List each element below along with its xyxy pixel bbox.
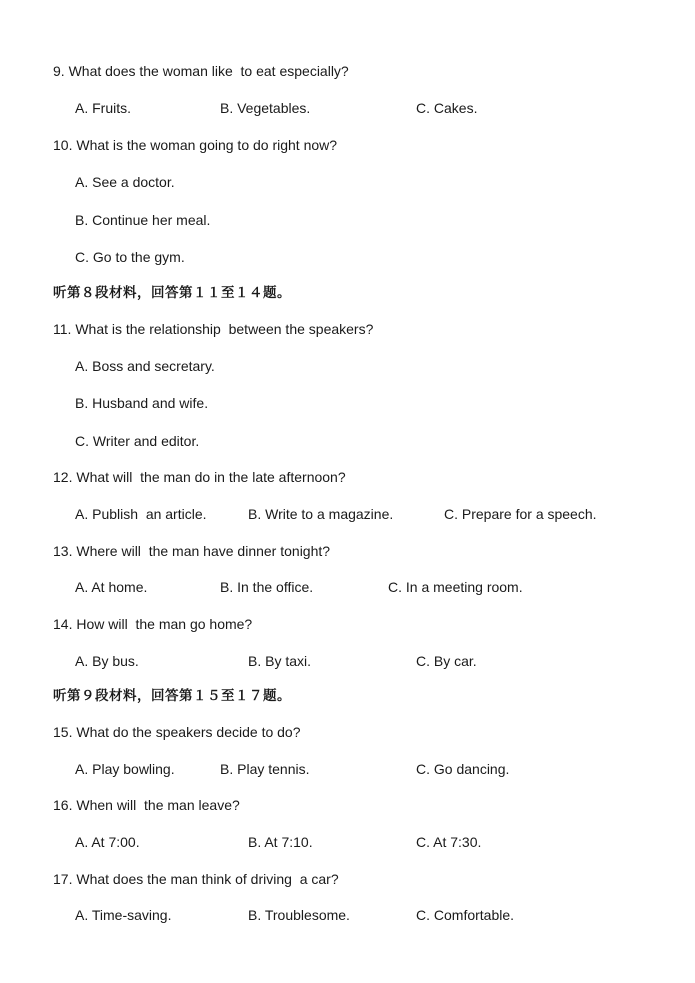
q15-option-b: B. Play tennis.: [220, 761, 310, 777]
section-heading-9: 听第９段材料，回答第１５至１７题。: [53, 688, 291, 704]
q12-option-c: C. Prepare for a speech.: [444, 506, 597, 522]
q16-option-c: C. At 7:30.: [416, 834, 482, 850]
q12-option-a: A. Publish an article.: [75, 506, 207, 522]
q17-option-b: B. Troublesome.: [248, 907, 350, 923]
q16-option-b: B. At 7:10.: [248, 834, 313, 850]
q11-option-a: A. Boss and secretary.: [75, 358, 215, 374]
q16-option-a: A. At 7:00.: [75, 834, 140, 850]
q15-option-c: C. Go dancing.: [416, 761, 510, 777]
q13-option-a: A. At home.: [75, 579, 148, 595]
question-16: 16. When will the man leave?: [53, 797, 240, 813]
q17-option-a: A. Time-saving.: [75, 907, 172, 923]
question-11: 11. What is the relationship between the speakers?: [53, 321, 374, 337]
q13-option-b: B. In the office.: [220, 579, 314, 595]
question-13: 13. Where will the man have dinner tonight?: [53, 543, 331, 559]
question-15: 15. What do the speakers decide to do?: [53, 724, 301, 740]
q11-option-b: B. Husband and wife.: [75, 395, 209, 411]
q10-option-c: C. Go to the gym.: [75, 249, 185, 265]
section-heading-8: 听第８段材料，回答第１１至１４题。: [53, 285, 291, 301]
question-12: 12. What will the man do in the late afternoon?: [53, 469, 346, 485]
q13-option-c: C. In a meeting room.: [388, 579, 523, 595]
q11-option-c: C. Writer and editor.: [75, 433, 200, 449]
question-14: 14. How will the man go home?: [53, 616, 253, 632]
q10-option-a: A. See a doctor.: [75, 174, 175, 190]
question-17: 17. What does the man think of driving a car?: [53, 871, 339, 887]
question-10: 10. What is the woman going to do right now?: [53, 137, 338, 153]
q9-option-a: A. Fruits.: [75, 100, 132, 116]
q14-option-a: A. By bus.: [75, 653, 139, 669]
q17-option-c: C. Comfortable.: [416, 907, 515, 923]
q9-option-b: B. Vegetables.: [220, 100, 311, 116]
q14-option-c: C. By car.: [416, 653, 477, 669]
q15-option-a: A. Play bowling.: [75, 761, 175, 777]
q9-option-c: C. Cakes.: [416, 100, 478, 116]
q10-option-b: B. Continue her meal.: [75, 212, 211, 228]
q12-option-b: B. Write to a magazine.: [248, 506, 394, 522]
question-9: 9. What does the woman like to eat especially?: [53, 63, 349, 79]
q14-option-b: B. By taxi.: [248, 653, 312, 669]
